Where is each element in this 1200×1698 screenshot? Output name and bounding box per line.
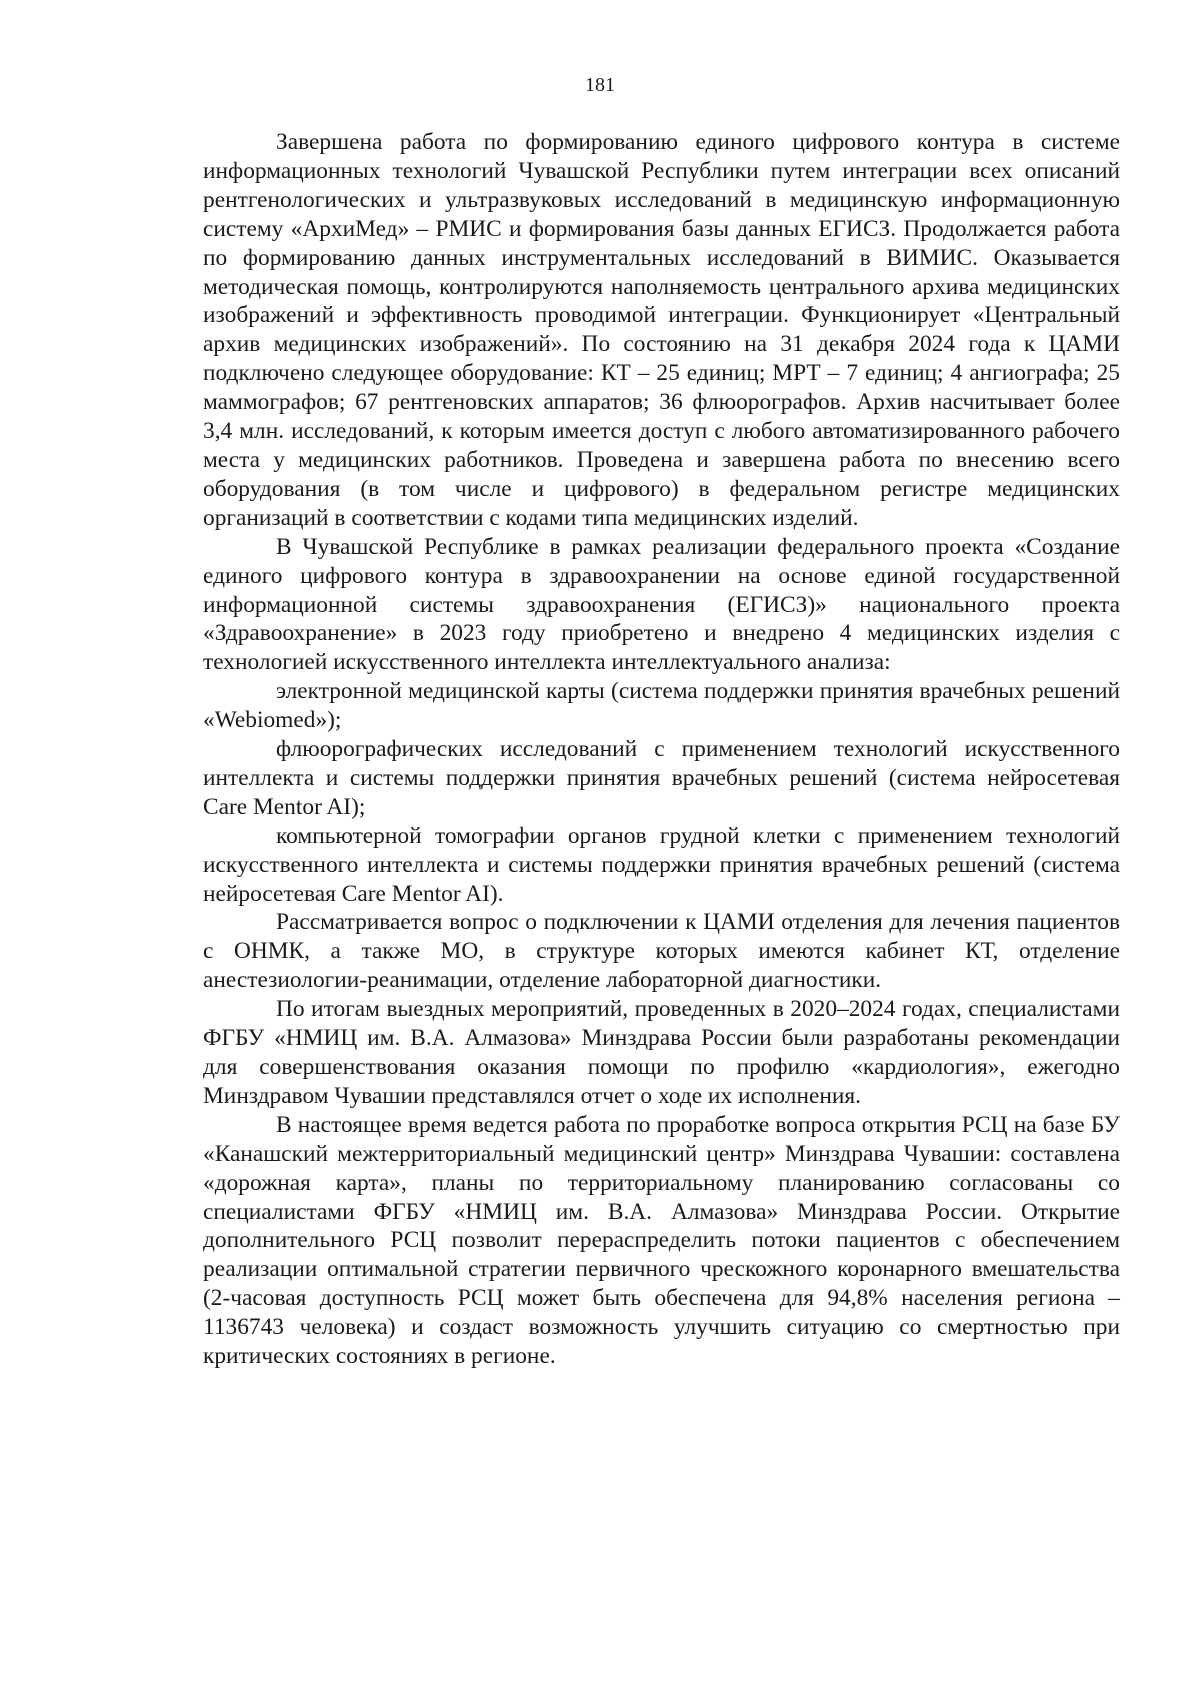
paragraph-cami-connection: Рассматривается вопрос о подключении к ЦАМИ отделения для лечения пациентов с ОНМК, а также МО, в структуре которых имеются кабинет КТ, отделение анестезиологии-реанимации, отделение лабораторной диагностики. xyxy=(203,909,1120,994)
page-number: 181 xyxy=(585,74,615,96)
body-text xyxy=(203,128,1120,1371)
paragraph-digital-contour: Завершена работа по формированию единого цифрового контура в системе информационных технологий Чувашской Республики путем интеграции всех описаний рентгенологических и ультразвуковых исследований в медицинскую информационную систему «АрхиМед» – РМИС и формирования базы данных ЕГИСЗ. Продолжается работа по формированию данных инструментальных исследований в ВИМИС. Оказывается методическая помощь, контролируются наполняемость центрального архива медицинских изображений и эффективность проводимой интеграции. Функционирует «Центральный архив медицинских изображений». По состоянию на 31 декабря 2024 года к ЦАМИ подключено следующее оборудование: КТ – 25 единиц; МРТ – 7 единиц; 4 ангиографа; 25 маммографов; 67 рентгеновских аппаратов; 36 флюорографов. Архив насчитывает более 3,4 млн. исследований, к которым имеется доступ с любого автоматизированного рабочего места у медицинских работников. Проведена и завершена работа по внесению всего оборудования (в том числе и цифрового) в федеральном регистре медицинских организаций в соответствии с кодами типа медицинских изделий. xyxy=(203,129,1120,531)
paragraph-ai-medical-record: электронной медицинской карты (система поддержки принятия врачебных решений «Webiomed»); xyxy=(203,678,1120,734)
paragraph-ai-chest-ct: компьютерной томографии органов грудной клетки с применением технологий искусственного интеллекта и системы поддержки принятия врачебных решений (система нейросетевая Care Mentor AI). xyxy=(203,822,1120,907)
paragraph-ai-fluorography: флюорографических исследований с применением технологий искусственного интеллекта и системы поддержки принятия врачебных решений (система нейросетевая Care Mentor AI); xyxy=(203,736,1120,820)
paragraph-federal-project: В Чувашской Республике в рамках реализации федерального проекта «Создание единого цифрового контура в здравоохранении на основе единой государственной информационной системы здравоохранения (ЕГИСЗ)» национального проекта «Здравоохранение» в 2023 году приобретено и внедрено 4 медицинских изделия с технологией искусственного интеллекта интеллектуального анализа: xyxy=(203,533,1120,676)
paragraph-site-visits: По итогам выездных мероприятий, проведенных в 2020–2024 годах, специалистами ФГБУ «НМИЦ им. В.А. Алмазова» Минздрава России были разработаны рекомендации для совершенствования оказания помощи по профилю «кардиология», ежегодно Минздравом Чувашии представлялся отчет о ходе их исполнения. xyxy=(203,996,1120,1109)
paragraph-rsc-opening: В настоящее время ведется работа по проработке вопроса открытия РСЦ на базе БУ «Канашский межтерриториальный медицинский центр» Минздрава Чувашии: составлена «дорожная карта», планы по территориальному планированию согласованы со специалистами ФГБУ «НМИЦ им. В.А. Алмазова» Минздрава России. Открытие дополнительного РСЦ позволит перераспределить потоки пациентов с обеспечением реализации оптимальной стратегии первичного чрескожного коронарного вмешательства (2-часовая доступность РСЦ может быть обеспечена для 94,8% населения региона – 1136743 человека) и создаст возможность улучшить ситуацию со смертностью при критических состояниях в регионе. xyxy=(203,1111,1120,1370)
